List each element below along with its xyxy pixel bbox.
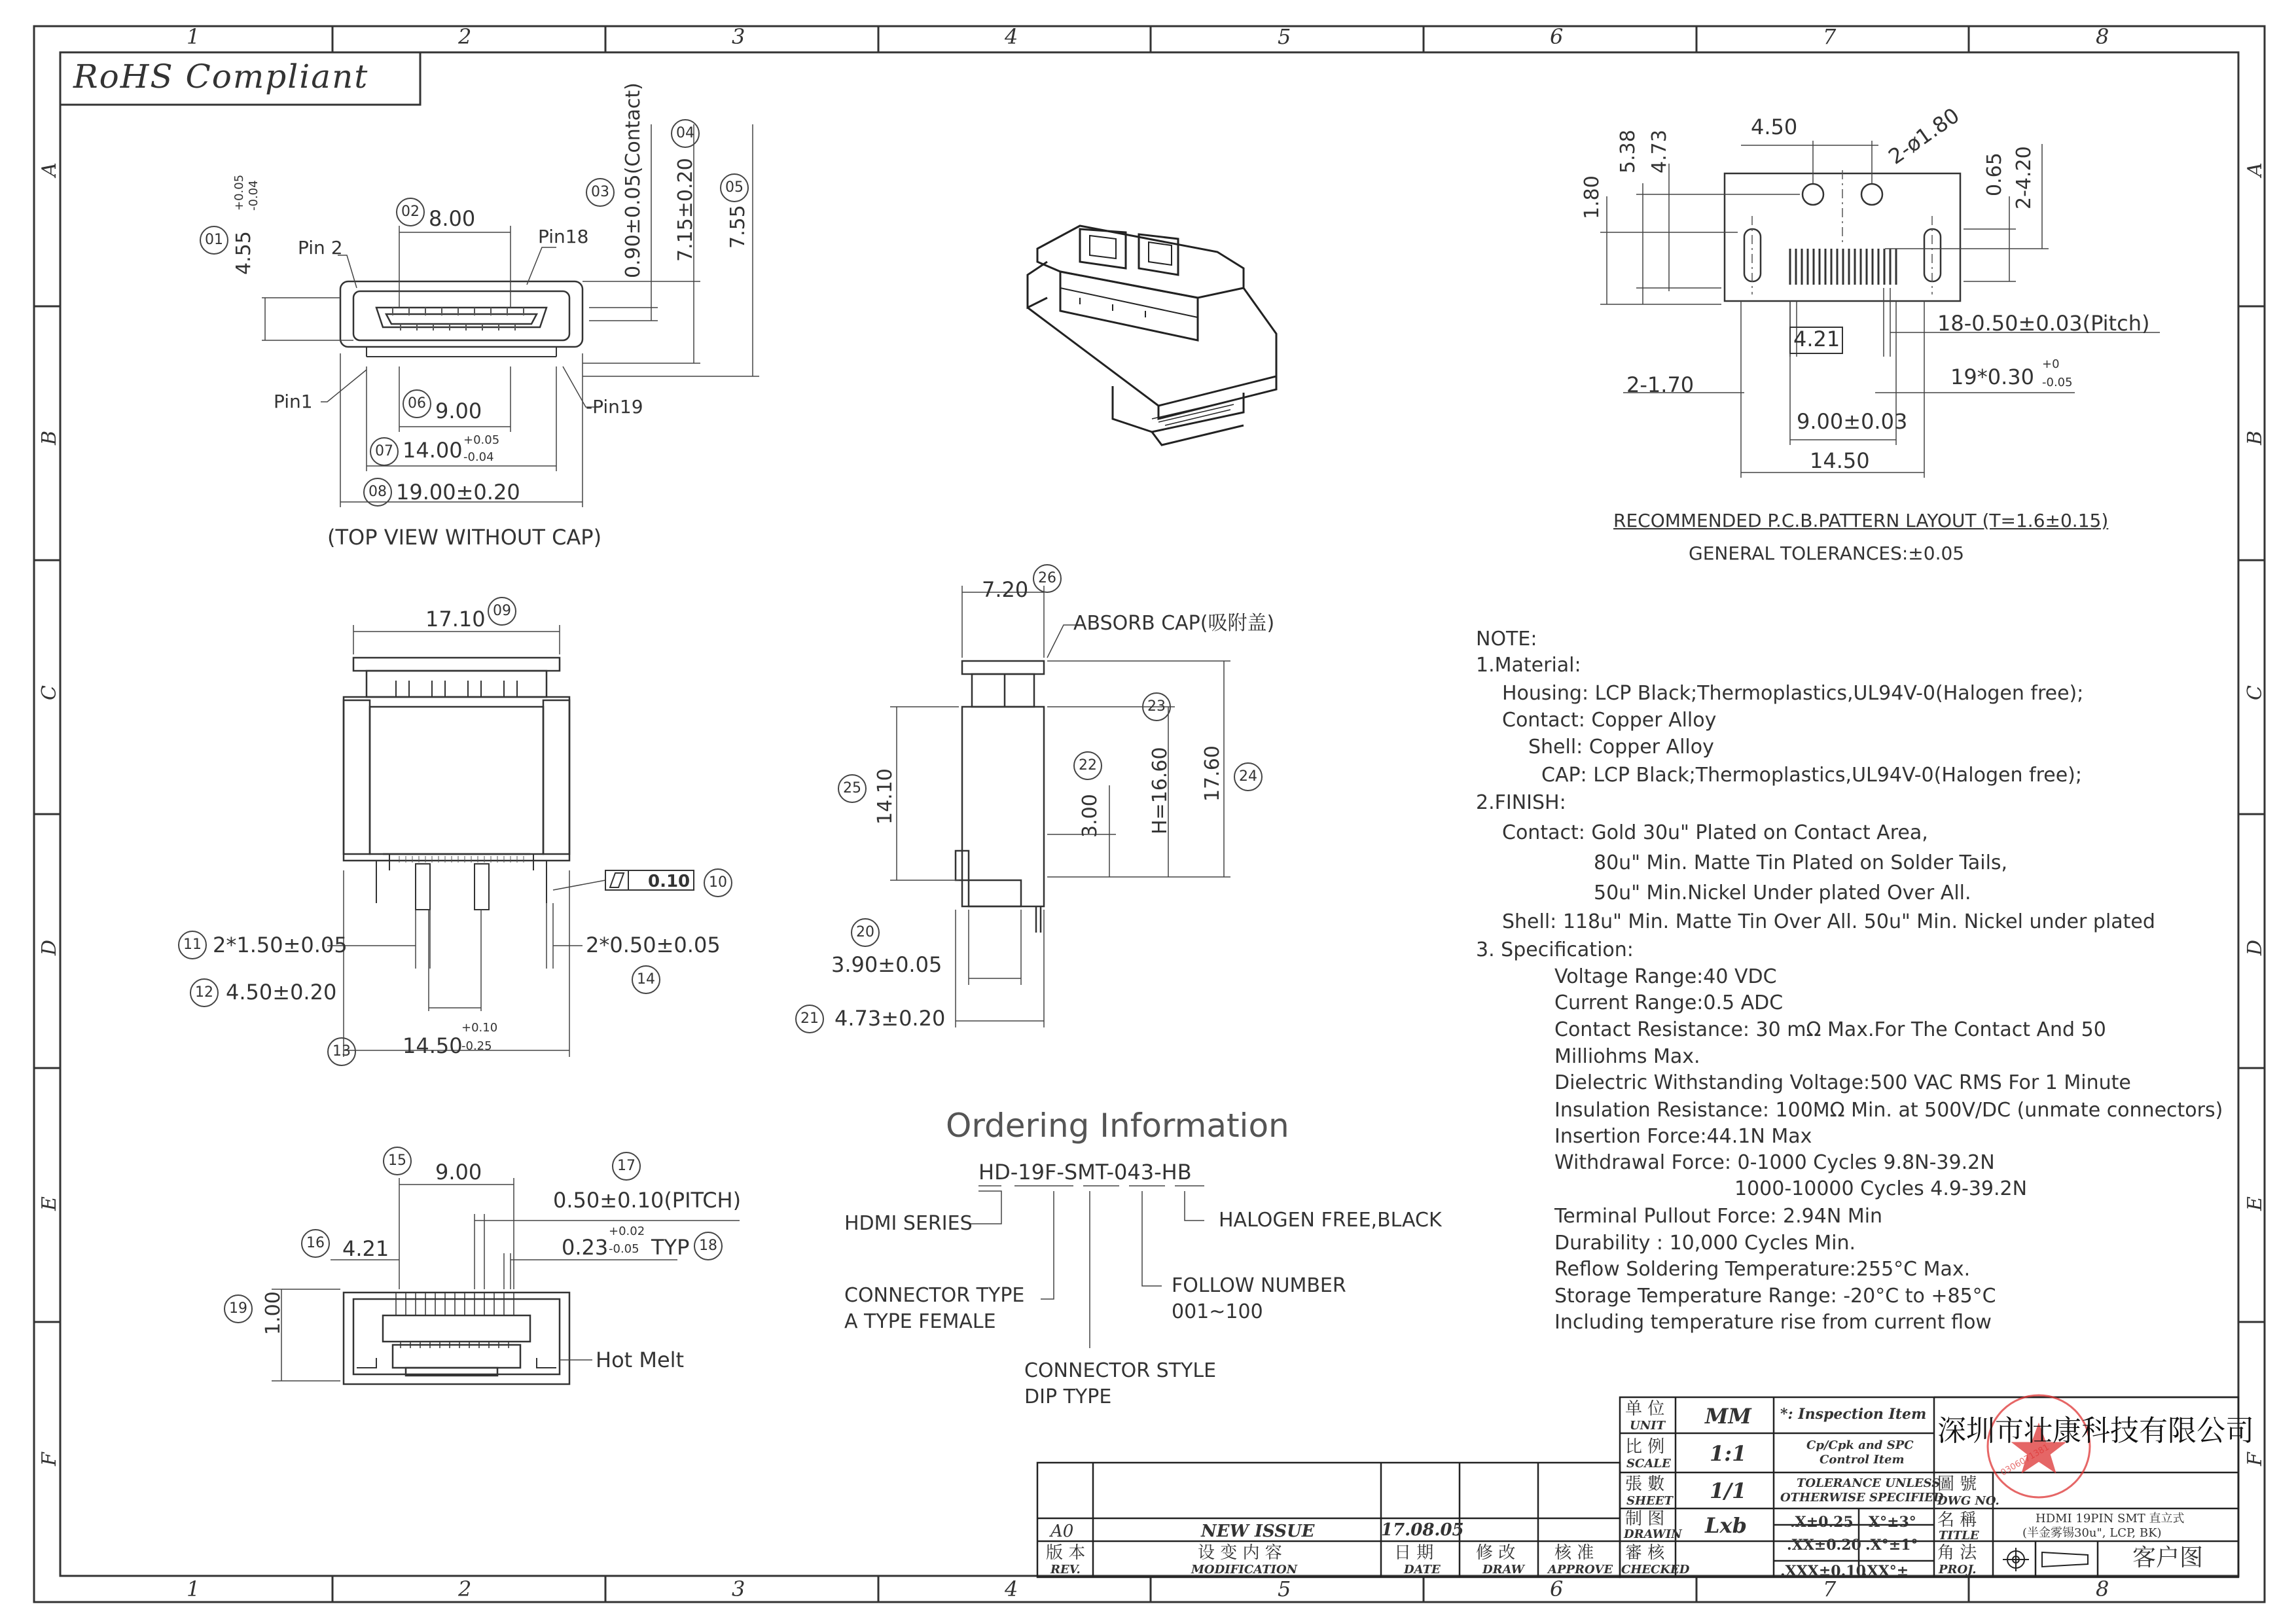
- col-label-6-bottom: 6: [1550, 1577, 1564, 1601]
- pcb-dim-1450: 14.50: [1810, 448, 1870, 473]
- dim-13-tol-dn: -0.25: [461, 1039, 492, 1053]
- ordering-hdmi-series: HDMI SERIES: [844, 1212, 973, 1235]
- ordering-style-line2: DIP TYPE: [1024, 1385, 1112, 1408]
- tb-tol-row3a: .XXX±0.10: [1780, 1563, 1866, 1580]
- rev-issue: NEW ISSUE: [1201, 1522, 1315, 1541]
- pcb-dim-19x-up: +0: [2042, 357, 2060, 371]
- pcb-dim-420: 2-4.20: [2013, 146, 2036, 209]
- row-label-f: F: [38, 1452, 61, 1466]
- dim-20-value: 3.90±0.05: [831, 952, 942, 977]
- note-line: Shell: Copper Alloy: [1528, 736, 1714, 758]
- col-label-1-bottom: 1: [187, 1577, 200, 1601]
- row-label-c-right: C: [2244, 685, 2267, 700]
- callout-23: 23: [1142, 692, 1171, 721]
- rev-h-approve-cn: 核 准: [1554, 1543, 1594, 1563]
- pcb-dim-450: 4.50: [1751, 115, 1798, 139]
- tb-control: Control Item: [1820, 1453, 1905, 1467]
- tb-sheet-cn: 張 數: [1625, 1474, 1665, 1494]
- tb-sheet-en: SHEET: [1626, 1494, 1673, 1508]
- callout-10: 10: [704, 868, 732, 897]
- note-line: Withdrawal Force: 0-1000 Cycles 9.8N-39.2N: [1554, 1151, 1995, 1174]
- pcb-dim-421: 4.21: [1793, 327, 1840, 351]
- tb-tol-row1a: .X±0.25: [1790, 1514, 1854, 1531]
- rev-h-date-cn: 日 期: [1394, 1543, 1434, 1563]
- note-line: 1000-10000 Cycles 4.9-39.2N: [1734, 1177, 2028, 1200]
- tb-drawn-en: DRAWIN: [1624, 1527, 1682, 1541]
- row-label-e: E: [38, 1196, 61, 1211]
- tb-scale-cn: 比 例: [1625, 1437, 1665, 1457]
- dim-01-tol-up: +0.05: [232, 174, 246, 211]
- dim-04-value: 7.15±0.20: [674, 158, 697, 262]
- ordering-type-line1: CONNECTOR TYPE: [844, 1284, 1025, 1307]
- stamp-number: 0306071381: [1999, 1442, 2051, 1478]
- tb-inspection: *: Inspection Item: [1780, 1406, 1927, 1423]
- dim-09-value: 17.10: [425, 607, 486, 632]
- note-line: 1.Material:: [1476, 654, 1581, 677]
- note-line: Contact: Copper Alloy: [1502, 709, 1717, 732]
- callout-05: 05: [720, 173, 749, 202]
- ordering-code: HD-19F-SMT-043-HB: [978, 1160, 1192, 1185]
- note-line: Insertion Force:44.1N Max: [1554, 1125, 1812, 1148]
- callout-09: 09: [488, 597, 516, 626]
- note-line: 3. Specification:: [1476, 938, 1634, 961]
- rev-h-rev-en: REV.: [1050, 1563, 1081, 1577]
- row-label-a-right: A: [2244, 162, 2267, 177]
- callout-06: 06: [403, 389, 431, 418]
- pcb-dim-180: 1.80: [1581, 175, 1604, 219]
- tb-unit-value: MM: [1705, 1404, 1751, 1429]
- dim-15-value: 9.00: [435, 1160, 482, 1185]
- ordering-type-line2: A TYPE FEMALE: [844, 1310, 996, 1333]
- note-line: Shell: 118u" Min. Matte Tin Over All. 50u" Min. Nickel under plated: [1502, 910, 2155, 933]
- isometric-view-drawing: [1028, 226, 1276, 445]
- note-line: CAP: LCP Black;Thermoplastics,UL94V-0(Halogen free);: [1541, 764, 2082, 787]
- dim-07-tol-up: +0.05: [463, 433, 500, 447]
- pcb-dim-065: 0.65: [1983, 152, 2006, 196]
- dim-25-value: 14.10: [874, 768, 897, 825]
- callout-21: 21: [795, 1005, 824, 1033]
- dim-08-value: 19.00±0.20: [396, 480, 520, 505]
- ordering-title: Ordering Information: [946, 1107, 1289, 1145]
- col-label-3-bottom: 3: [732, 1577, 745, 1601]
- pcb-dim-538: 5.38: [1617, 130, 1640, 173]
- dim-13-value: 14.50: [403, 1033, 463, 1058]
- pcb-dim-19x-dn: -0.05: [2042, 376, 2073, 389]
- note-line: Dielectric Withstanding Voltage:500 VAC RMS For 1 Minute: [1554, 1071, 2131, 1094]
- tb-drawn-value: Lxb: [1705, 1513, 1747, 1538]
- rev-h-date-en: DATE: [1404, 1563, 1441, 1577]
- tb-checked-cn: 審 核: [1625, 1543, 1665, 1563]
- note-line: Voltage Range:40 VDC: [1554, 965, 1777, 988]
- tb-tolerance-1: TOLERANCE UNLESS: [1797, 1476, 1941, 1490]
- callout-15: 15: [383, 1147, 412, 1175]
- dim-14-value: 2*0.50±0.05: [586, 933, 721, 957]
- note-line: Reflow Soldering Temperature:255°C Max.: [1554, 1258, 1971, 1281]
- col-label-8-bottom: 8: [2096, 1577, 2109, 1601]
- dim-18-suffix: TYP: [651, 1235, 690, 1260]
- callout-08: 08: [363, 478, 392, 507]
- col-label-4: 4: [1005, 24, 1018, 49]
- dim-18-tol-up: +0.02: [609, 1224, 645, 1238]
- tb-tol-row1b: X°±3°: [1869, 1514, 1916, 1531]
- tb-drawn-cn: 制 图: [1625, 1509, 1665, 1529]
- note-line: Insulation Resistance: 100MΩ Min. at 500V/DC (unmate connectors): [1554, 1099, 2223, 1122]
- note-line: Storage Temperature Range: -20°C to +85°C: [1554, 1285, 1996, 1308]
- pin18-label: Pin18: [538, 226, 589, 247]
- note-line: Contact Resistance: 30 mΩ Max.For The Contact And 50: [1554, 1018, 2106, 1041]
- dim-02-value: 8.00: [429, 206, 476, 231]
- rev-h-mod-cn: 设 变 内 容: [1198, 1543, 1282, 1563]
- pcb-dim-19x: 19*0.30: [1950, 365, 2034, 389]
- tb-cpk: Cp/Cpk and SPC: [1806, 1438, 1914, 1452]
- row-label-b: B: [38, 430, 61, 445]
- tb-unit-cn: 单 位: [1625, 1399, 1665, 1419]
- col-label-6: 6: [1550, 24, 1564, 49]
- rev-value: A0: [1050, 1522, 1074, 1541]
- ordering-style-line1: CONNECTOR STYLE: [1024, 1359, 1217, 1382]
- pin19-label: -Pin19: [586, 396, 643, 418]
- callout-01: 01: [200, 226, 228, 255]
- tb-tol-row2a: .XX±0.20: [1787, 1537, 1861, 1554]
- projection-symbol: [2003, 1548, 2088, 1571]
- dim-01-value: 4.55: [232, 231, 255, 275]
- row-label-d: D: [38, 939, 61, 955]
- callout-07: 07: [370, 437, 399, 466]
- tb-title-line1: HDMI 19PIN SMT 直立式: [2036, 1512, 2185, 1525]
- pin2-label: Pin 2: [298, 237, 343, 259]
- dim-06-value: 9.00: [435, 399, 482, 423]
- ordering-leaders: [969, 1186, 1204, 1348]
- pcb-dim-900: 9.00±0.03: [1797, 409, 1908, 434]
- dim-17-value: 0.50±0.10(PITCH): [553, 1188, 742, 1213]
- callout-02: 02: [396, 198, 425, 226]
- callout-20: 20: [851, 918, 880, 947]
- tb-customer-drawing: 客户图: [2132, 1544, 2204, 1571]
- absorb-cap-label: ABSORB CAP(吸附盖): [1073, 612, 1275, 635]
- tb-tolerance-2: OTHERWISE SPECIFIED: [1780, 1491, 1944, 1505]
- ordering-follow-line2: 001~100: [1172, 1300, 1263, 1323]
- note-line: Including temperature rise from current flow: [1554, 1311, 1992, 1334]
- row-label-f-right: F: [2244, 1452, 2267, 1466]
- rev-h-mod-en: MODIFICATION: [1191, 1563, 1298, 1577]
- note-line: Terminal Pullout Force: 2.94N Min: [1554, 1205, 1883, 1228]
- callout-17: 17: [612, 1152, 641, 1181]
- col-label-2: 2: [458, 24, 472, 49]
- dim-03-value: 0.90±0.05(Contact): [622, 82, 645, 278]
- dim-05-value: 7.55: [726, 205, 749, 249]
- pcb-layout-title: RECOMMENDED P.C.B.PATTERN LAYOUT (T=1.6±0.15): [1613, 510, 2109, 531]
- note-line: 2.FINISH:: [1476, 791, 1566, 814]
- rohs-label: RoHS Compliant: [73, 58, 369, 96]
- dim-01-tol-dn: -0.04: [247, 180, 260, 211]
- tb-tol-row2b: .X°±1°: [1865, 1537, 1918, 1554]
- callout-22: 22: [1073, 751, 1102, 780]
- callout-18: 18: [694, 1232, 723, 1260]
- dim-22-value: 3.00: [1079, 794, 1102, 838]
- rev-h-draw-en: DRAW: [1482, 1563, 1524, 1577]
- rev-date: 17.08.05: [1381, 1520, 1464, 1540]
- note-line: Durability : 10,000 Cycles Min.: [1554, 1232, 1856, 1255]
- callout-13: 13: [327, 1037, 356, 1066]
- dim-26-value: 7.20: [982, 577, 1029, 602]
- col-label-8: 8: [2096, 24, 2109, 49]
- dim-18-tol-dn: -0.05: [609, 1242, 639, 1256]
- callout-03: 03: [586, 178, 615, 207]
- flatness-value: 0.10: [648, 872, 691, 891]
- note-line: NOTE:: [1476, 628, 1537, 651]
- dim-13-tol-up: +0.10: [461, 1021, 498, 1035]
- pcb-dim-hole: 2-ø1.80: [1884, 103, 1964, 169]
- pcb-general-tolerance: GENERAL TOLERANCES:±0.05: [1689, 543, 1965, 564]
- top-view-caption: (TOP VIEW WITHOUT CAP): [327, 525, 602, 550]
- tb-tol-row3b: .XX°±: [1862, 1563, 1909, 1580]
- pin1-label: Pin1: [274, 391, 313, 412]
- rev-h-draw-cn: 修 改: [1476, 1543, 1516, 1563]
- callout-19: 19: [224, 1294, 253, 1323]
- tb-proj-cn: 角 法: [1937, 1543, 1977, 1563]
- row-label-b-right: B: [2244, 430, 2267, 445]
- row-label-c: C: [38, 685, 61, 700]
- note-line: 50u" Min.Nickel Under plated Over All.: [1594, 882, 1971, 904]
- note-line: Current Range:0.5 ADC: [1554, 991, 1784, 1014]
- callout-26: 26: [1033, 564, 1062, 593]
- col-label-5: 5: [1278, 24, 1291, 49]
- dim-07-tol-dn: -0.04: [463, 450, 494, 464]
- row-label-a: A: [38, 162, 61, 177]
- col-label-2-bottom: 2: [458, 1577, 472, 1601]
- row-label-e-right: E: [2244, 1196, 2267, 1211]
- dim-07-value: 14.00: [403, 438, 463, 463]
- tb-checked-en: CHECKED: [1621, 1563, 1690, 1577]
- dim-11-value: 2*1.50±0.05: [213, 933, 348, 957]
- tb-sheet-value: 1/1: [1710, 1478, 1747, 1503]
- callout-24: 24: [1234, 762, 1263, 791]
- hot-melt-label: Hot Melt: [596, 1347, 685, 1372]
- ordering-halogen: HALOGEN FREE,BLACK: [1219, 1209, 1442, 1232]
- tb-unit-en: UNIT: [1630, 1419, 1665, 1433]
- tb-dwg-en: DWG NO.: [1937, 1494, 2000, 1508]
- tb-name-cn: 名 稱: [1937, 1510, 1977, 1530]
- dim-24-value: 17.60: [1201, 745, 1224, 802]
- dim-16-value: 4.21: [342, 1236, 389, 1261]
- callout-11: 11: [178, 931, 207, 959]
- col-label-4-bottom: 4: [1005, 1577, 1018, 1601]
- note-line: Milliohms Max.: [1554, 1045, 1700, 1068]
- callout-04: 04: [671, 119, 700, 148]
- dim-19-value: 1.00: [262, 1291, 285, 1335]
- tb-dwg-cn: 圖 號: [1937, 1474, 1977, 1494]
- dim-18-value: 0.23: [562, 1235, 609, 1260]
- rev-h-rev-cn: 版 本: [1046, 1543, 1086, 1563]
- callout-16: 16: [301, 1229, 330, 1258]
- dim-12-value: 4.50±0.20: [226, 980, 337, 1005]
- note-line: Contact: Gold 30u" Plated on Contact Area,: [1502, 821, 1928, 844]
- callout-25: 25: [838, 774, 867, 803]
- ordering-follow-line1: FOLLOW NUMBER: [1172, 1274, 1346, 1297]
- tb-proj-en: PROJ.: [1939, 1563, 1977, 1577]
- col-label-3: 3: [732, 24, 745, 49]
- col-label-5-bottom: 5: [1278, 1577, 1291, 1601]
- rev-h-approve-en: APPROVE: [1548, 1563, 1613, 1577]
- pcb-dim-pitch: 18-0.50±0.03(Pitch): [1937, 311, 2150, 336]
- pcb-dim-170: 2-1.70: [1626, 372, 1695, 397]
- row-label-d-right: D: [2244, 939, 2267, 955]
- tb-scale-value: 1:1: [1710, 1441, 1747, 1466]
- callout-14: 14: [632, 965, 660, 994]
- col-label-1: 1: [187, 24, 200, 49]
- tb-name-en: TITLE: [1939, 1529, 1979, 1543]
- note-line: 80u" Min. Matte Tin Plated on Solder Tails,: [1594, 851, 2008, 874]
- tb-company-name: 深圳市壮康科技有限公司: [1937, 1414, 2254, 1448]
- col-label-7: 7: [1823, 24, 1837, 49]
- callout-12: 12: [190, 978, 219, 1007]
- dim-21-value: 4.73±0.20: [834, 1006, 946, 1031]
- pcb-dim-473: 4.73: [1648, 130, 1671, 173]
- tb-scale-en: SCALE: [1626, 1457, 1671, 1471]
- dim-23-value: H=16.60: [1149, 747, 1172, 834]
- tb-title-line2: (半金雾锡30u", LCP, BK): [2022, 1526, 2162, 1540]
- col-label-7-bottom: 7: [1823, 1577, 1837, 1601]
- note-line: Housing: LCP Black;Thermoplastics,UL94V-0(Halogen free);: [1502, 682, 2084, 705]
